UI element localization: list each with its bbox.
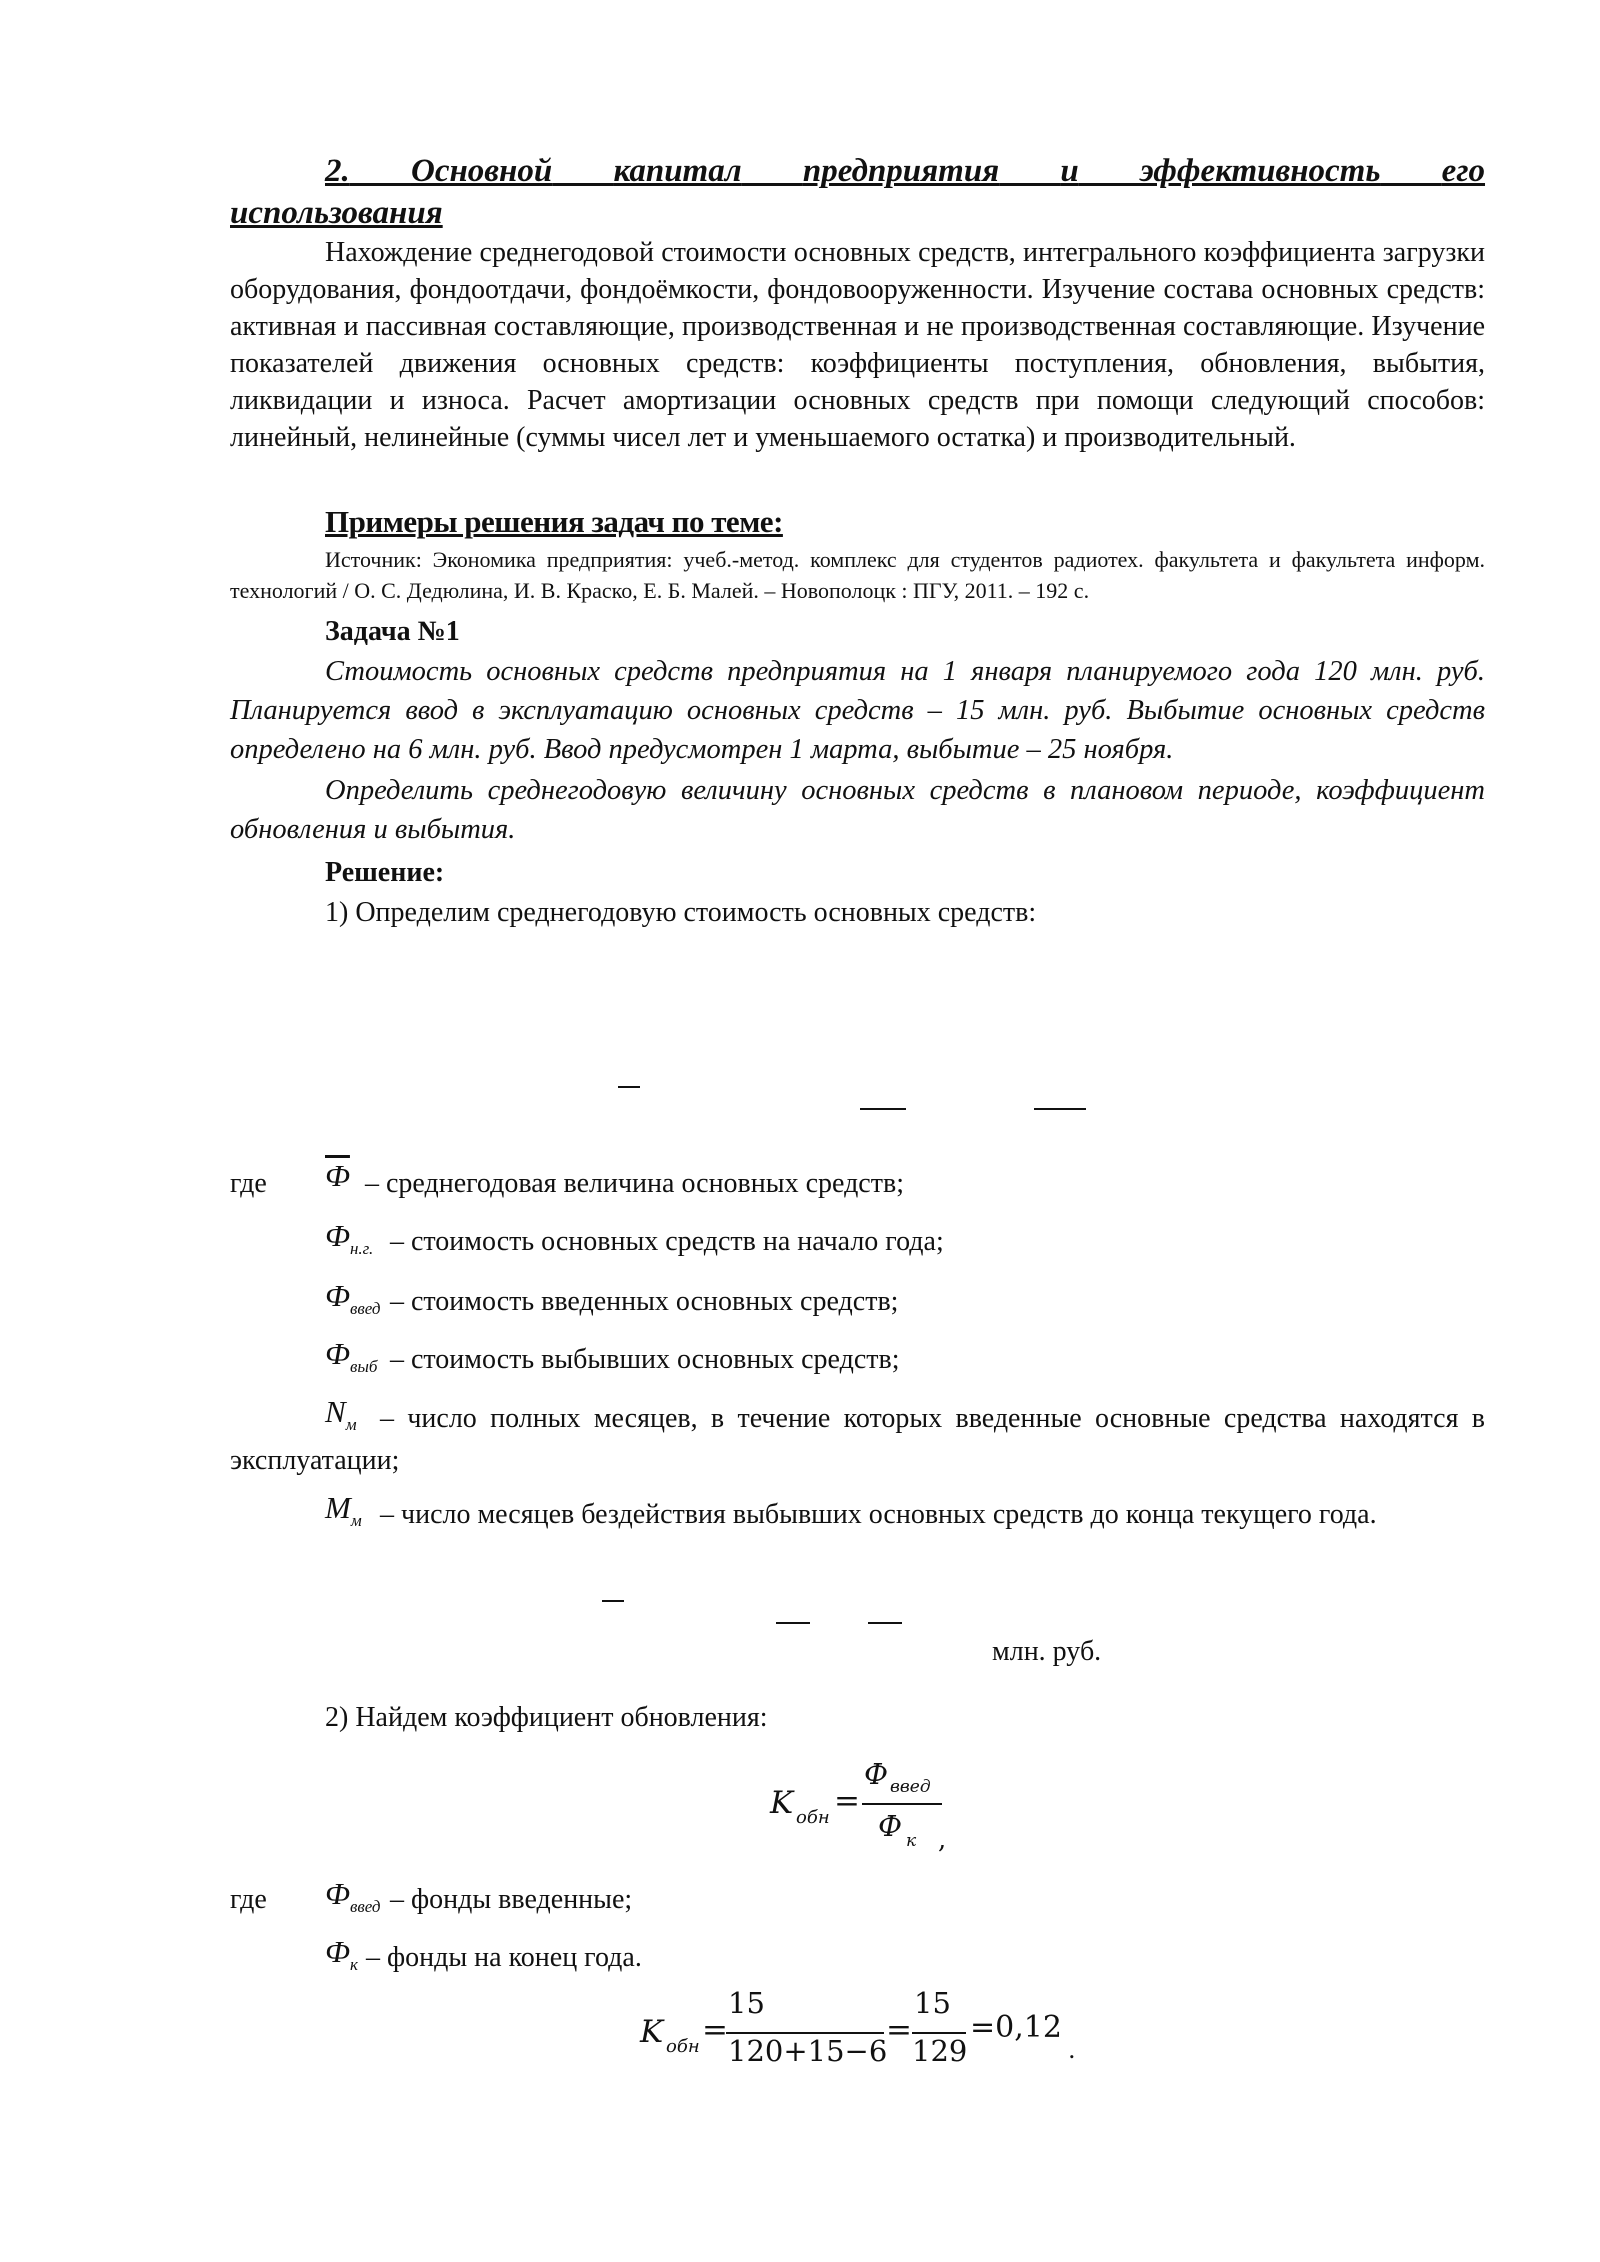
equals-sign: =: [886, 2012, 912, 2048]
formula-bar: [868, 1622, 902, 1624]
phi-symbol: $Ф_{выб}$: [325, 1336, 378, 1376]
period: .: [1068, 2036, 1076, 2064]
intro-paragraph: Нахождение среднегодовой стоимости основных средств, интегрального коэффициента загрузки оборудования, фондоотдачи, фондоёмкости, фондовооруженности. Изучение состава основных средств: активная и пассивная составляющие, производственная и не производственная составляющие. Изучение показателей движения основных средств: коэффициенты поступления, обновления, выбытия, ликвидации и износа. Расчет амортизации основных средств при помощи следующий способов: линейный, нелинейные (суммы чисел лет и уменьшаемого остатка) и производительный.: [230, 237, 1485, 453]
heading-word: эффективность: [1140, 153, 1381, 189]
step2-text: 2) Найдем коэффициент обновления:: [325, 1702, 768, 1733]
formula-bar: [1034, 1108, 1086, 1110]
heading-word: 2.: [325, 153, 350, 189]
k-subscript: обн: [796, 1807, 830, 1828]
where-label: где: [230, 1168, 267, 1199]
formula-bar: [618, 1086, 640, 1088]
comma: ,: [938, 1825, 947, 1855]
legend-text: – фонды на конец года.: [366, 1942, 642, 1973]
phi-symbol: $Ф_{введ}$: [325, 1278, 381, 1318]
heading-word: и: [1060, 153, 1079, 189]
legend-text: – фонды введенные;: [390, 1884, 633, 1915]
result-unit: млн. руб.: [992, 1636, 1102, 1667]
task-title: Задача №1: [325, 616, 460, 647]
heading-word: капитал: [613, 153, 742, 189]
formula-bar: [602, 1600, 624, 1602]
m-symbol: $M_м$: [325, 1490, 362, 1530]
step1-text: 1) Определим среднегодовую стоимость основных средств:: [325, 897, 1037, 928]
formula-bar: [860, 1108, 906, 1110]
result-value: =0,12: [970, 2010, 1062, 2045]
phi-symbol: $Ф_{введ}$: [325, 1876, 381, 1916]
denominator-subscript: к: [906, 1831, 917, 1851]
equals-sign: =: [834, 1783, 860, 1819]
legend-text: – среднегодовая величина основных средств;: [365, 1168, 904, 1199]
denominator-symbol: Ф: [878, 1809, 903, 1843]
denominator-1: 120+15−6: [728, 2034, 888, 2068]
n-symbol: $N_м$: [325, 1394, 357, 1434]
document-page: [230, 150, 1485, 933]
k-subscript: обн: [666, 2036, 700, 2057]
task-question: Определить среднегодовую величину основных средств в плановом периоде, коэффициент обновления и выбытия.: [230, 775, 1485, 845]
heading-word: его: [1441, 153, 1486, 189]
formula-bar: [776, 1622, 810, 1624]
denominator-2: 129: [912, 2034, 968, 2068]
phi-symbol: $Ф_к$: [325, 1934, 358, 1974]
numerator-2: 15: [914, 1986, 951, 2020]
legend-text: – стоимость основных средств на начало года;: [390, 1226, 944, 1257]
k-symbol: K: [770, 1785, 794, 1821]
task-text: Стоимость основных средств предприятия на 1 января планируемого года 120 млн. руб. Планируется ввод в эксплуатацию основных средств – 15 млн. руб. Выбытие основных средств определено на 6 млн. руб. Ввод предусмотрен 1 марта, выбытие – 25 ноября.: [230, 656, 1485, 765]
kobn-formula: [768, 1755, 968, 1865]
solution-label: Решение:: [325, 857, 445, 888]
k-symbol: K: [640, 2014, 664, 2050]
fraction-line: [862, 1803, 942, 1805]
numerator-symbol: Ф: [864, 1757, 889, 1791]
examples-title: Примеры решения задач по теме:: [325, 504, 783, 539]
equals-sign: =: [702, 2012, 728, 2048]
section-heading: [230, 150, 1485, 192]
kobn-calculation: [638, 1986, 1098, 2090]
legend-text: – число месяцев бездействия выбывших основных средств до конца текущего года.: [380, 1499, 1377, 1530]
source-citation: Источник: Экономика предприятия: учеб.-метод. комплекс для студентов радиотех. факультета и факультета информ. технологий / О. С. Дедюлина, И. В. Краско, Е. Б. Малей. – Новополоцк : ПГУ, 2011. – 192 с.: [230, 547, 1485, 603]
phi-symbol: $Ф_{н.г.}$: [325, 1218, 374, 1258]
numerator-1: 15: [728, 1986, 765, 2020]
phi-bar-symbol: Ф: [325, 1158, 350, 1193]
heading-word: Основной: [410, 153, 553, 189]
numerator-subscript: введ: [890, 1777, 931, 1797]
section-heading-line2: использования: [230, 195, 443, 231]
legend-text: – стоимость введенных основных средств;: [390, 1286, 899, 1317]
where-label: где: [230, 1884, 267, 1915]
legend-text: – число полных месяцев, в течение которых введенные основные средства находятся в эксплуатации;: [230, 1403, 1485, 1476]
heading-word: предприятия: [802, 153, 1000, 189]
legend-text: – стоимость выбывших основных средств;: [390, 1344, 900, 1375]
